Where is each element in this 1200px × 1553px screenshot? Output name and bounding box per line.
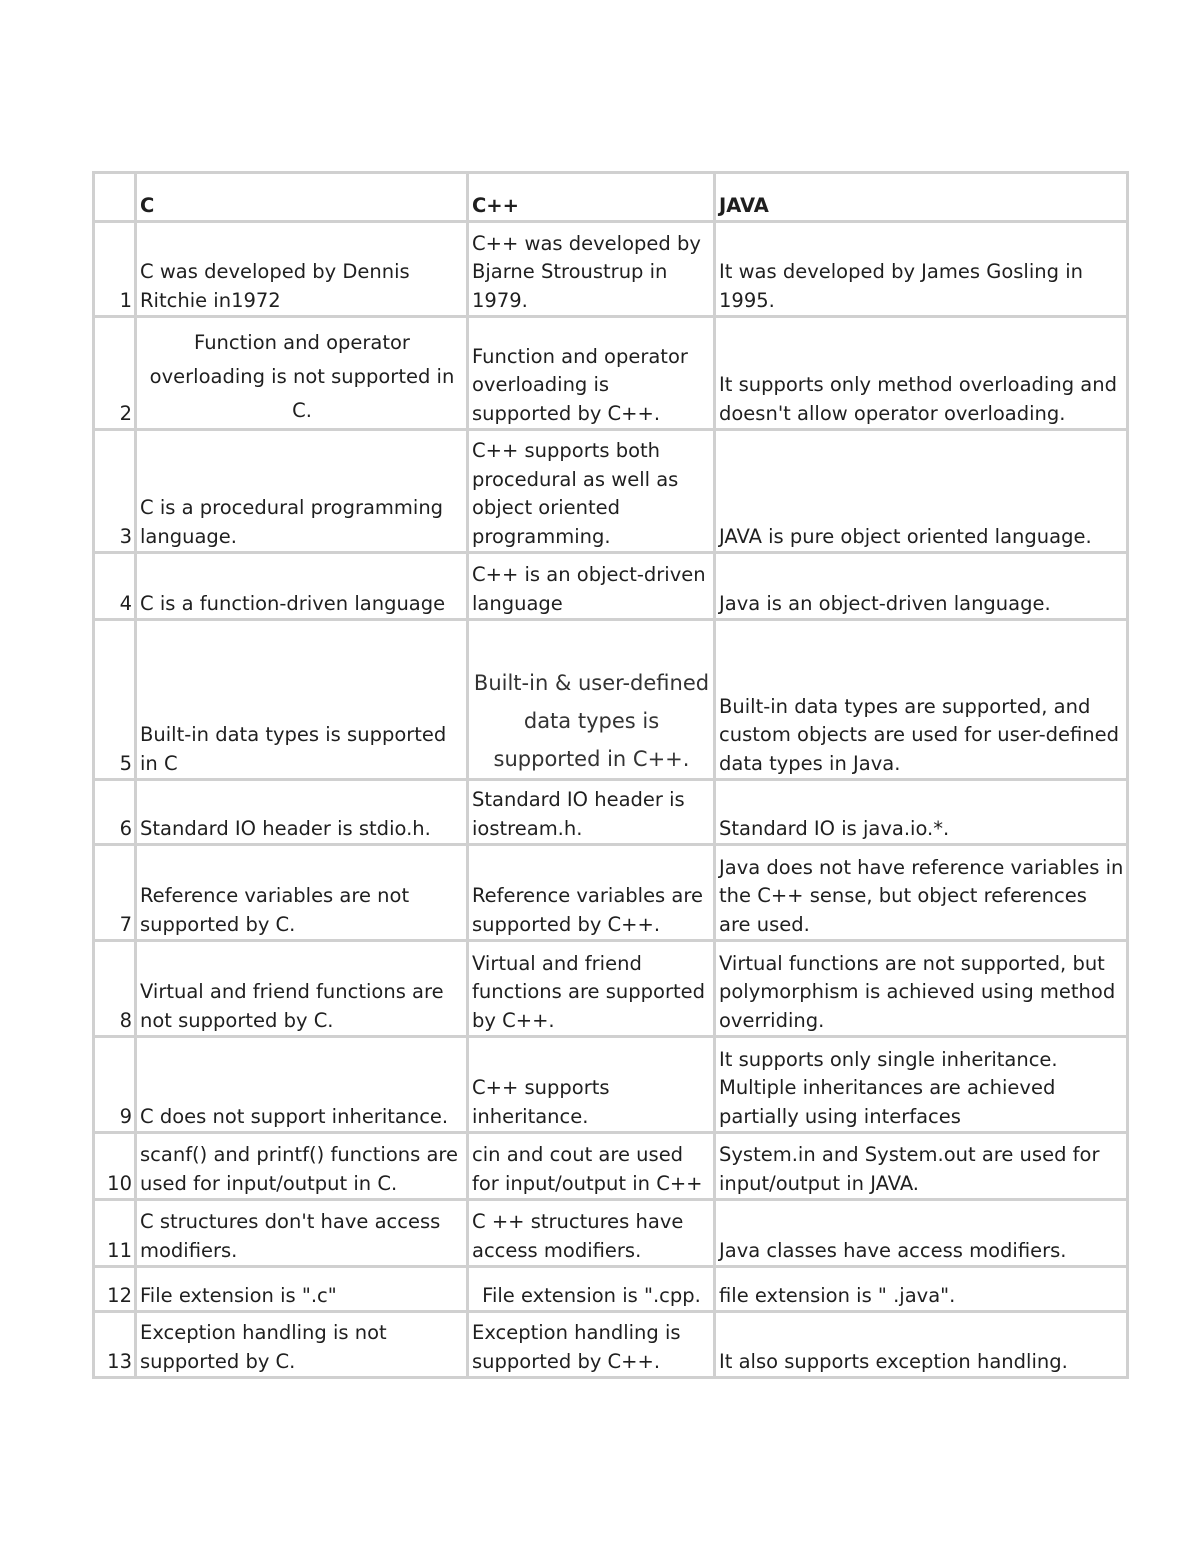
cell-cpp: Virtual and friend functions are supported by C++.: [468, 941, 715, 1037]
cell-java: Built-in data types are supported, and custom objects are used for user-defined data types in Java.: [715, 620, 1128, 780]
cell-java: It was developed by James Gosling in 1995.: [715, 222, 1128, 317]
cell-cpp: C++ is an object-driven language: [468, 553, 715, 620]
cell-cpp: Reference variables are supported by C++.: [468, 845, 715, 941]
table-row: [94, 845, 1128, 941]
cell-java: Java classes have access modifiers.: [715, 1200, 1128, 1267]
cell-cpp: Function and operator overloading is supported by C++.: [468, 317, 715, 430]
cell-c: Reference variables are not supported by C.: [136, 845, 468, 941]
table-row: [94, 430, 1128, 553]
table-row: [94, 553, 1128, 620]
cell-c: scanf() and printf() functions are used for input/output in C.: [136, 1133, 468, 1200]
table-row: [94, 222, 1128, 317]
table-row: [94, 1200, 1128, 1267]
row-number: 13: [94, 1312, 136, 1378]
cell-cpp: C ++ structures have access modifiers.: [468, 1200, 715, 1267]
row-number: 3: [94, 430, 136, 553]
row-number: 11: [94, 1200, 136, 1267]
cell-java: Virtual functions are not supported, but polymorphism is achieved using method overriding.: [715, 941, 1128, 1037]
cell-cpp: cin and cout are used for input/output in C++: [468, 1133, 715, 1200]
cell-cpp: Standard IO header is iostream.h.: [468, 780, 715, 845]
table-row: [94, 941, 1128, 1037]
cell-c: Exception handling is not supported by C.: [136, 1312, 468, 1378]
cell-java: file extension is " .java".: [715, 1267, 1128, 1312]
header-cpp: C++: [468, 173, 715, 222]
header-c: C: [136, 173, 468, 222]
header-java: JAVA: [715, 173, 1128, 222]
comparison-table: [92, 171, 1129, 1379]
cell-java: System.in and System.out are used for input/output in JAVA.: [715, 1133, 1128, 1200]
row-number: 2: [94, 317, 136, 430]
row-number: 12: [94, 1267, 136, 1312]
cell-java: It also supports exception handling.: [715, 1312, 1128, 1378]
cell-java: Java does not have reference variables in the C++ sense, but object references are used.: [715, 845, 1128, 941]
row-number: 9: [94, 1037, 136, 1133]
cell-c: C is a procedural programming language.: [136, 430, 468, 553]
cell-cpp: C++ was developed by Bjarne Stroustrup in 1979.: [468, 222, 715, 317]
row-number: 7: [94, 845, 136, 941]
row-number: 4: [94, 553, 136, 620]
row-number: 5: [94, 620, 136, 780]
header-row: [94, 173, 1128, 222]
cell-c: File extension is ".c": [136, 1267, 468, 1312]
table-row: [94, 780, 1128, 845]
cell-c: C does not support inheritance.: [136, 1037, 468, 1133]
cell-cpp: File extension is ".cpp.: [468, 1267, 715, 1312]
row-number: 6: [94, 780, 136, 845]
cell-java: Java is an object-driven language.: [715, 553, 1128, 620]
cell-c: C is a function-driven language: [136, 553, 468, 620]
cell-cpp: C++ supports inheritance.: [468, 1037, 715, 1133]
cell-cpp: Built-in & user-defined data types is supported in C++.: [468, 620, 715, 780]
cell-c: Built-in data types is supported in C: [136, 620, 468, 780]
table-row: [94, 1267, 1128, 1312]
header-number: [94, 173, 136, 222]
cell-java: It supports only single inheritance. Multiple inheritances are achieved partially using interfaces: [715, 1037, 1128, 1133]
cell-c: Function and operator overloading is not supported in C.: [136, 317, 468, 430]
cell-java: JAVA is pure object oriented language.: [715, 430, 1128, 553]
table-row: [94, 620, 1128, 780]
cell-cpp: Exception handling is supported by C++.: [468, 1312, 715, 1378]
row-number: 10: [94, 1133, 136, 1200]
cell-c: C structures don't have access modifiers.: [136, 1200, 468, 1267]
row-number: 1: [94, 222, 136, 317]
table-row: [94, 1312, 1128, 1378]
cell-java: Standard IO is java.io.*.: [715, 780, 1128, 845]
cell-c: Virtual and friend functions are not supported by C.: [136, 941, 468, 1037]
table-row: [94, 317, 1128, 430]
cell-cpp: C++ supports both procedural as well as object oriented programming.: [468, 430, 715, 553]
cell-java: It supports only method overloading and doesn't allow operator overloading.: [715, 317, 1128, 430]
cell-c: C was developed by Dennis Ritchie in1972: [136, 222, 468, 317]
table-row: [94, 1133, 1128, 1200]
row-number: 8: [94, 941, 136, 1037]
cell-c: Standard IO header is stdio.h.: [136, 780, 468, 845]
table-row: [94, 1037, 1128, 1133]
